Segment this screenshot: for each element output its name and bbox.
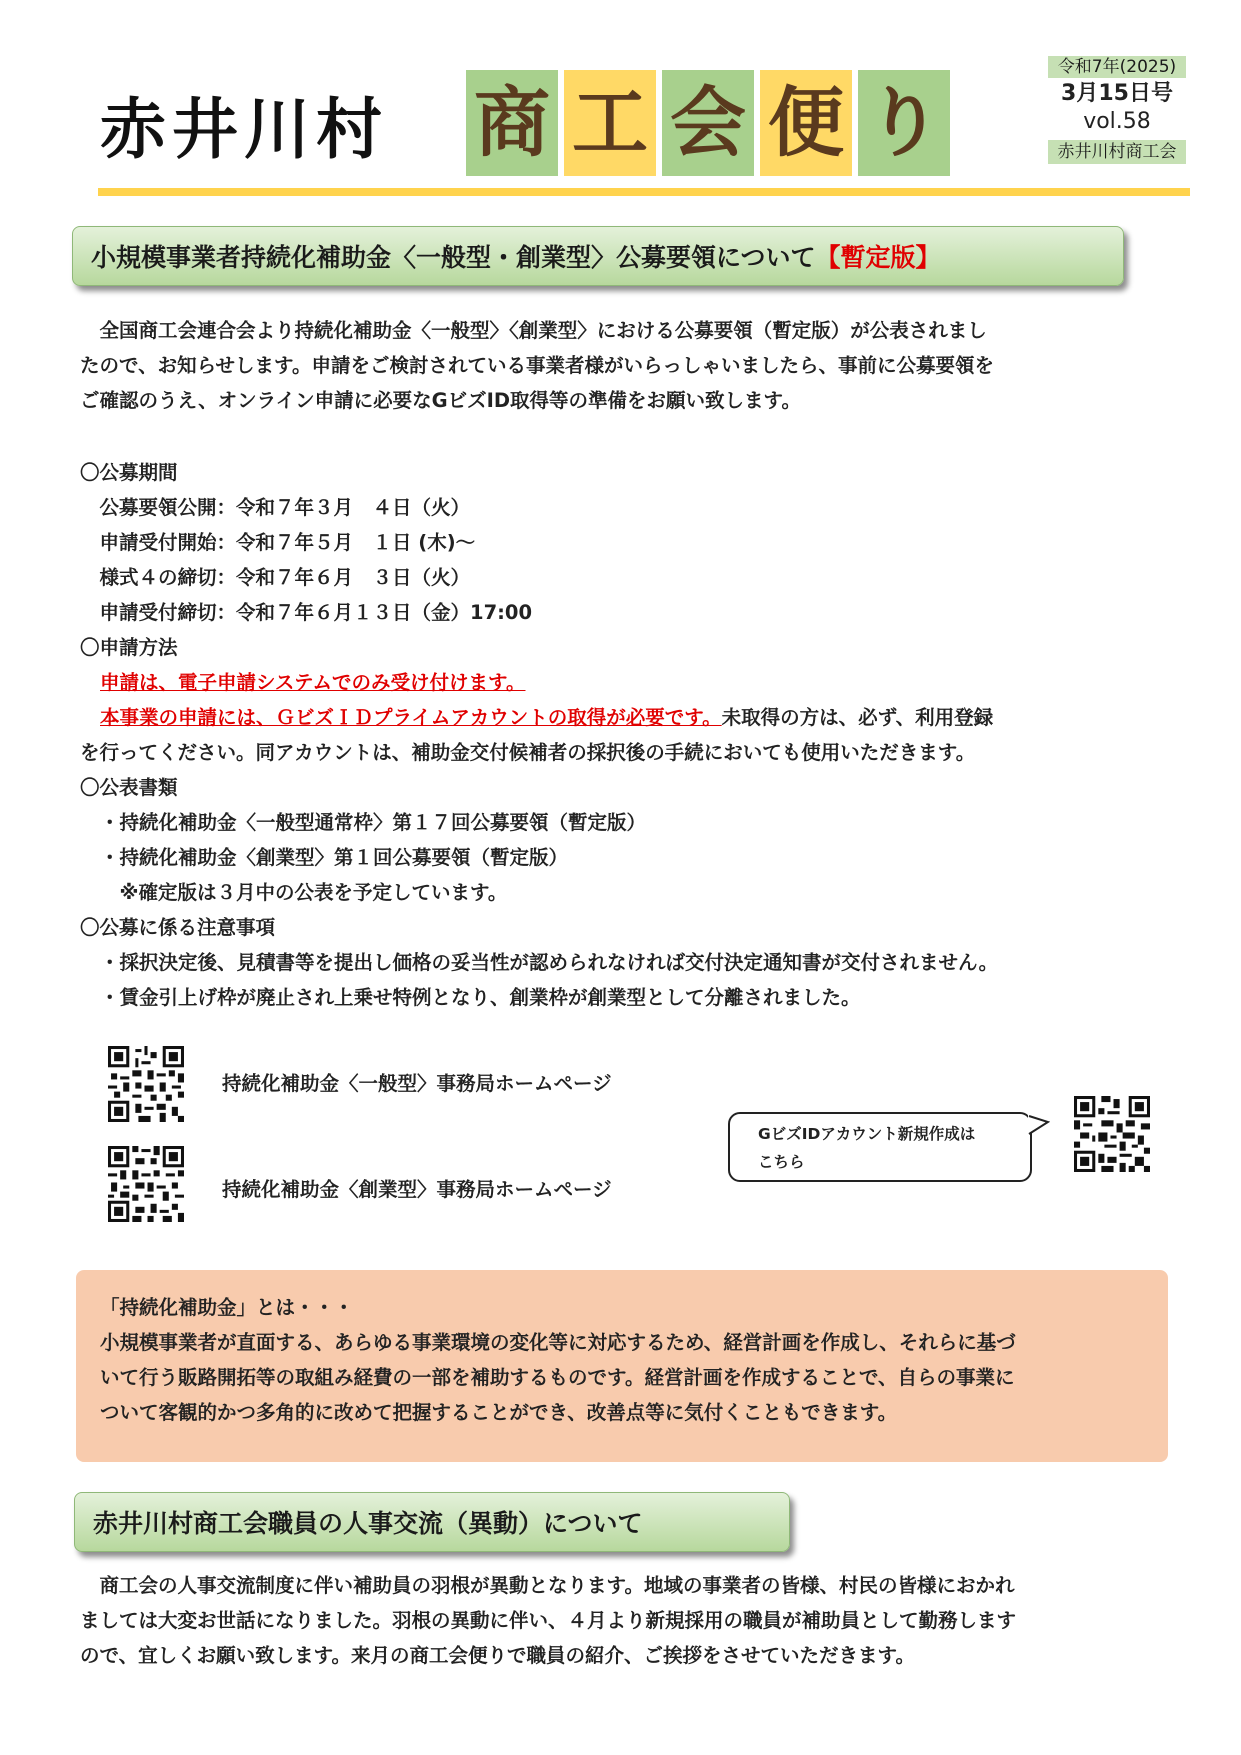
qr-code-gbizid[interactable]: [1074, 1096, 1150, 1172]
link-general-homepage[interactable]: 持続化補助金〈一般型〉事務局ホームページ: [222, 1072, 612, 1095]
docs-item-3: ※確定版は３月中の公表を予定しています。: [100, 881, 508, 904]
qr-code-general[interactable]: [108, 1046, 184, 1122]
issue-publisher: 赤井川村商工会: [1048, 140, 1186, 164]
method-note-gbizid: 本事業の申請には、ＧビズＩＤプライムアカウントの取得が必要です。: [100, 706, 722, 729]
section1-title-text: 小規模事業者持続化補助金〈一般型・創業型〉公募要領について: [91, 243, 816, 272]
bubble-line-1: GビズIDアカウント新規作成は: [758, 1125, 976, 1143]
period-item-3: 様式４の締切：令和７年６月 ３日（火）: [80, 566, 471, 589]
issue-date: 3月15日号: [1061, 81, 1173, 106]
link-startup-homepage[interactable]: 持続化補助金〈創業型〉事務局ホームページ: [222, 1178, 612, 1201]
gbizid-speech-bubble: [728, 1112, 1032, 1182]
section1-title: [72, 226, 1124, 286]
section2-title: [74, 1492, 790, 1552]
title-char-5: り: [858, 70, 950, 176]
method-line-1-rest: 未取得の方は、必ず、利用登録: [721, 706, 994, 729]
notes-heading: 〇公募に係る注意事項: [80, 916, 276, 939]
bubble-line-2: こちら: [758, 1153, 805, 1171]
period-heading: 〇公募期間: [80, 461, 178, 484]
title-char-4: 便: [760, 70, 852, 176]
qr-code-startup[interactable]: [108, 1146, 184, 1222]
docs-heading: 〇公表書類: [80, 776, 178, 799]
section1-title-badge: 【暫定版】: [815, 243, 941, 272]
about-line-3: ついて客観的かつ多角的に改めて把握することができ、改善点等に気付くこともできます。: [100, 1401, 898, 1424]
method-line-2: を行ってください。同アカウントは、補助金交付候補者の採択後の手続においても使用いただきます。: [80, 741, 976, 764]
section2-line-2: ましては大変お世話になりました。羽根の異動に伴い、４月より新規採用の職員が補助員として勤務します: [80, 1609, 1017, 1632]
period-item-1: 公募要領公開：令和７年３月 ４日（火）: [80, 496, 471, 519]
title-char-3: 会: [662, 70, 754, 176]
about-line-2: いて行う販路開拓等の取組み経費の一部を補助するものです。経営計画を作成することで、自らの事業に: [100, 1366, 1015, 1389]
section2-title-text: 赤井川村商工会職員の人事交流（異動）について: [93, 1509, 643, 1538]
period-item-2: 申請受付開始：令和７年５月 １日 (木)～: [80, 531, 476, 554]
notes-item-1: ・採択決定後、見積書等を提出し価格の妥当性が認められなければ交付決定通知書が交付されません。: [100, 951, 999, 974]
village-name: 赤井川村: [100, 91, 388, 168]
title-char-1: 商: [466, 70, 558, 176]
method-line-1: [100, 700, 993, 735]
bubble-tail: [1028, 1112, 1050, 1140]
intro-line-2: たので、お知らせします。申請をご検討されている事業者様がいらっしゃいましたら、事前に公募要領を: [80, 354, 994, 377]
title-char-2: 工: [564, 70, 656, 176]
intro-line-3: ご確認のうえ、オンライン申請に必要なGビズID取得等の準備をお願い致します。: [80, 389, 801, 412]
notes-item-2: ・賃金引上げ枠が廃止され上乗せ特例となり、創業枠が創業型として分離されました。: [100, 986, 861, 1009]
method-note-online-only: 申請は、電子申請システムでのみ受け付けます。: [100, 671, 526, 694]
period-item-4: 申請受付締切：令和７年６月１３日（金）17:00: [80, 601, 533, 624]
method-heading: 〇申請方法: [80, 636, 178, 659]
issue-era-year: 令和7年(2025): [1048, 56, 1186, 78]
header-rule: [98, 188, 1190, 196]
issue-volume: vol.58: [1083, 109, 1151, 134]
intro-line-1: 全国商工会連合会より持続化補助金〈一般型〉〈創業型〉における公募要領（暫定版）が公表されまし: [80, 319, 987, 342]
about-line-1: 小規模事業者が直面する、あらゆる事業環境の変化等に対応するため、経営計画を作成し、それらに基づ: [100, 1331, 1016, 1354]
about-heading: 「持続化補助金」とは・・・: [100, 1296, 354, 1319]
section2-line-3: ので、宜しくお願い致します。来月の商工会便りで職員の紹介、ご挨拶をさせていただきます。: [80, 1644, 915, 1667]
docs-item-1: ・持続化補助金〈一般型通常枠〉第１７回公募要領（暫定版）: [100, 811, 647, 834]
docs-item-2: ・持続化補助金〈創業型〉第１回公募要領（暫定版）: [100, 846, 569, 869]
section2-line-1: 商工会の人事交流制度に伴い補助員の羽根が異動となります。地域の事業者の皆様、村民の皆様におかれ: [80, 1574, 1015, 1597]
